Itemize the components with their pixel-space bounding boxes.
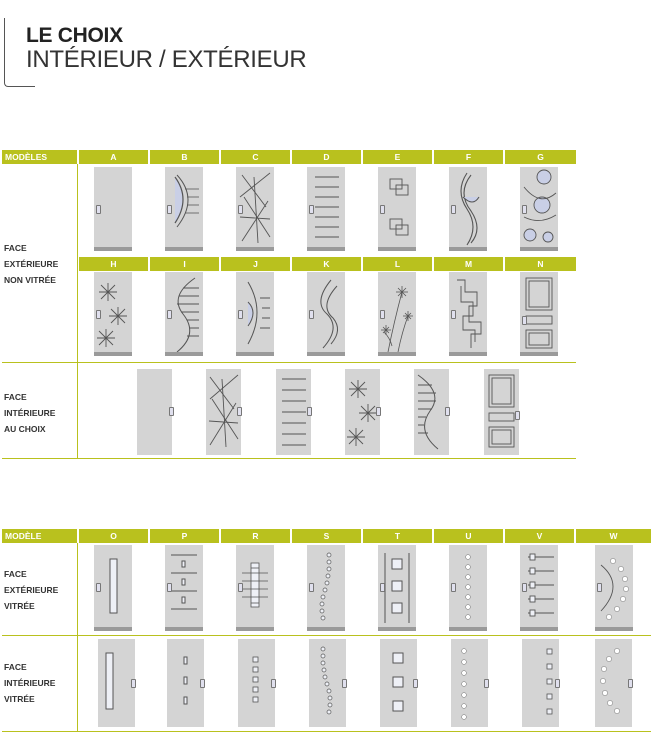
- door-handle-icon: [413, 679, 418, 688]
- interior-door-p: [167, 639, 204, 727]
- col-header-n: N: [505, 257, 576, 271]
- door-handle-icon: [484, 679, 489, 688]
- page-title: LE CHOIX: [26, 24, 123, 47]
- col-header-e: E: [363, 150, 432, 164]
- door-handle-icon: [515, 411, 520, 420]
- col-header-l: L: [363, 257, 432, 271]
- door-handle-icon: [555, 679, 560, 688]
- door-handle-icon: [309, 205, 314, 214]
- section2-bottom-rule: [2, 731, 651, 732]
- col-header-s: S: [292, 529, 361, 543]
- door-model-k: [307, 272, 345, 356]
- door-handle-icon: [131, 679, 136, 688]
- col-header-k: K: [292, 257, 361, 271]
- door-handle-icon: [597, 583, 602, 592]
- section2-divider: [77, 543, 78, 731]
- interior-door-curve: [414, 369, 449, 455]
- door-model-l: [378, 272, 416, 356]
- door-model-u: [449, 545, 487, 631]
- col-header-u: U: [434, 529, 503, 543]
- door-handle-icon: [376, 407, 381, 416]
- interior-door-w: [595, 639, 632, 727]
- door-model-a: [94, 167, 132, 251]
- door-handle-icon: [309, 583, 314, 592]
- door-model-b: [165, 167, 203, 251]
- col-header-f: F: [434, 150, 503, 164]
- col-header-v: V: [505, 529, 574, 543]
- section2-header-label: MODÈLE: [2, 529, 77, 543]
- interior-door-v: [522, 639, 559, 727]
- door-handle-icon: [342, 679, 347, 688]
- door-handle-icon: [96, 310, 101, 319]
- door-handle-icon: [451, 310, 456, 319]
- col-header-o: O: [79, 529, 148, 543]
- section1-bottom-rule: [2, 458, 576, 459]
- interior-door-r: [238, 639, 275, 727]
- section2-row-divider: [2, 635, 651, 636]
- door-model-o: [94, 545, 132, 631]
- row-label-exterior-non-glazed: FACE EXTÉRIEURE NON VITRÉE: [4, 243, 59, 285]
- door-model-h: [94, 272, 132, 356]
- interior-door-panels: [484, 369, 519, 455]
- door-model-m: [449, 272, 487, 356]
- row-label-interior-glazed: FACE INTÉRIEURE VITRÉE: [4, 662, 56, 704]
- door-handle-icon: [522, 316, 527, 325]
- interior-door-horizontal-lines: [276, 369, 311, 455]
- door-handle-icon: [380, 310, 385, 319]
- col-header-w: W: [576, 529, 651, 543]
- door-model-t: [378, 545, 416, 631]
- door-handle-icon: [451, 205, 456, 214]
- row-label-interior-choice: FACE INTÉRIEURE AU CHOIX: [4, 392, 56, 434]
- col-header-i: I: [150, 257, 219, 271]
- section1-divider: [77, 164, 78, 459]
- door-handle-icon: [96, 205, 101, 214]
- col-header-c: C: [221, 150, 290, 164]
- door-model-e: [378, 167, 416, 251]
- door-handle-icon: [167, 205, 172, 214]
- interior-door-o: [98, 639, 135, 727]
- col-header-p: P: [150, 529, 219, 543]
- door-handle-icon: [451, 583, 456, 592]
- door-model-v: [520, 545, 558, 631]
- door-model-d: [307, 167, 345, 251]
- door-handle-icon: [380, 205, 385, 214]
- interior-door-stars: [345, 369, 380, 455]
- door-handle-icon: [628, 679, 633, 688]
- door-handle-icon: [238, 205, 243, 214]
- door-model-f: [449, 167, 487, 251]
- interior-door-s: [309, 639, 346, 727]
- door-model-r: [236, 545, 274, 631]
- col-header-d: D: [292, 150, 361, 164]
- col-header-g: G: [505, 150, 576, 164]
- door-handle-icon: [380, 583, 385, 592]
- col-header-b: B: [150, 150, 219, 164]
- door-handle-icon: [96, 583, 101, 592]
- col-header-r: R: [221, 529, 290, 543]
- col-header-m: M: [434, 257, 503, 271]
- door-model-g: [520, 167, 558, 251]
- door-handle-icon: [167, 583, 172, 592]
- door-model-j: [236, 272, 274, 356]
- col-header-j: J: [221, 257, 290, 271]
- door-handle-icon: [200, 679, 205, 688]
- door-handle-icon: [238, 583, 243, 592]
- door-model-i: [165, 272, 203, 356]
- door-handle-icon: [445, 407, 450, 416]
- door-model-p: [165, 545, 203, 631]
- door-model-c: [236, 167, 274, 251]
- door-model-s: [307, 545, 345, 631]
- section1-row-divider: [2, 362, 576, 363]
- door-handle-icon: [309, 310, 314, 319]
- door-handle-icon: [167, 310, 172, 319]
- section1-header-label: MODÈLES: [2, 150, 77, 164]
- interior-door-t: [380, 639, 417, 727]
- door-handle-icon: [307, 407, 312, 416]
- door-handle-icon: [271, 679, 276, 688]
- door-handle-icon: [238, 310, 243, 319]
- interior-door-plain: [137, 369, 172, 455]
- page-subtitle: INTÉRIEUR / EXTÉRIEUR: [26, 46, 307, 73]
- door-handle-icon: [169, 407, 174, 416]
- col-header-h: H: [79, 257, 148, 271]
- door-handle-icon: [522, 583, 527, 592]
- door-model-n: [520, 272, 558, 356]
- interior-door-u: [451, 639, 488, 727]
- door-model-w: [595, 545, 633, 631]
- door-handle-icon: [522, 205, 527, 214]
- door-handle-icon: [237, 407, 242, 416]
- row-label-exterior-glazed: FACE EXTÉRIEURE VITRÉE: [4, 569, 59, 611]
- col-header-a: A: [79, 150, 148, 164]
- interior-door-lines-crossed: [206, 369, 241, 455]
- col-header-t: T: [363, 529, 432, 543]
